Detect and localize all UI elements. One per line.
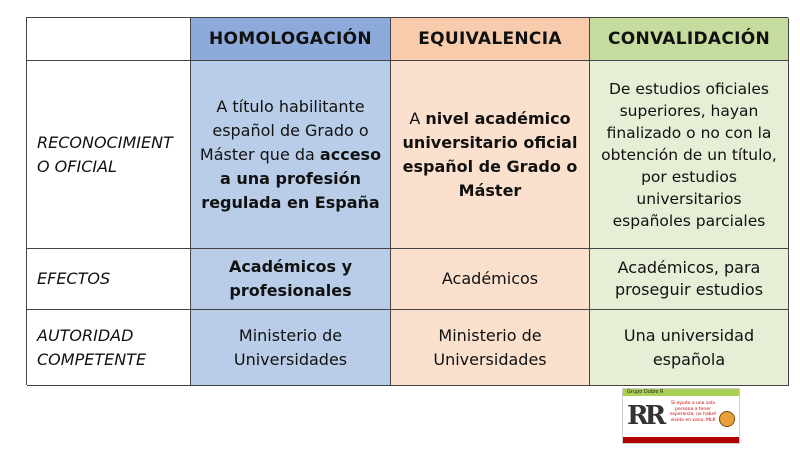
- header-blank-cell: [27, 18, 191, 61]
- logo-footer-bar: [623, 437, 740, 443]
- cell-reconocimiento-convalidacion: De estudios oficiales superiores, hayan finalizado o no con la obtención de un título, por estudios universitarios españoles parciales: [590, 61, 789, 249]
- header-convalidacion: CONVALIDACIÓN: [590, 18, 789, 61]
- cell-plain-text: A título habilitante español de Grado o Máster que da: [199, 96, 369, 164]
- cell-autoridad-homologacion: Ministerio de Universidades: [191, 310, 391, 386]
- cell-plain-text: A: [409, 108, 426, 128]
- cell-autoridad-equivalencia: Ministerio de Universidades: [391, 310, 590, 386]
- brand-logo: [622, 388, 740, 444]
- seal-icon: [719, 411, 735, 427]
- cell-efectos-equivalencia: Académicos: [391, 249, 590, 310]
- comparison-table: [26, 17, 788, 385]
- row-label-text: EFECTOS: [37, 269, 111, 288]
- cell-bold-text: acceso a una profesión regulada en España: [201, 144, 382, 212]
- cell-efectos-homologacion: [191, 249, 391, 310]
- rr-monogram-icon: RR: [627, 401, 663, 431]
- row-label-reconocimiento: [27, 61, 191, 249]
- logo-brand-bar: Grupo Doble R: [623, 389, 739, 396]
- row-label-text: RECONOCIMIENTO OFICIAL: [37, 132, 173, 176]
- row-label-autoridad: [27, 310, 191, 386]
- cell-reconocimiento-equivalencia: [391, 61, 590, 249]
- logo-quote: Si ayudo a una sola persona a tener esperanza, no habré vivido en vano. MLK: [669, 401, 717, 423]
- cell-autoridad-convalidacion: Una universidad española: [590, 310, 789, 386]
- cell-reconocimiento-homologacion: [191, 61, 391, 249]
- header-homologacion: HOMOLOGACIÓN: [191, 18, 391, 61]
- row-label-text: AUTORIDAD COMPETENTE: [37, 325, 147, 369]
- cell-bold-text: nivel académico universitario oficial español de Grado o Máster: [402, 108, 578, 200]
- header-equivalencia: EQUIVALENCIA: [391, 18, 590, 61]
- row-label-efectos: [27, 249, 191, 310]
- cell-efectos-convalidacion: Académicos, para proseguir estudios: [590, 249, 789, 310]
- cell-bold-text: Académicos y profesionales: [228, 257, 353, 300]
